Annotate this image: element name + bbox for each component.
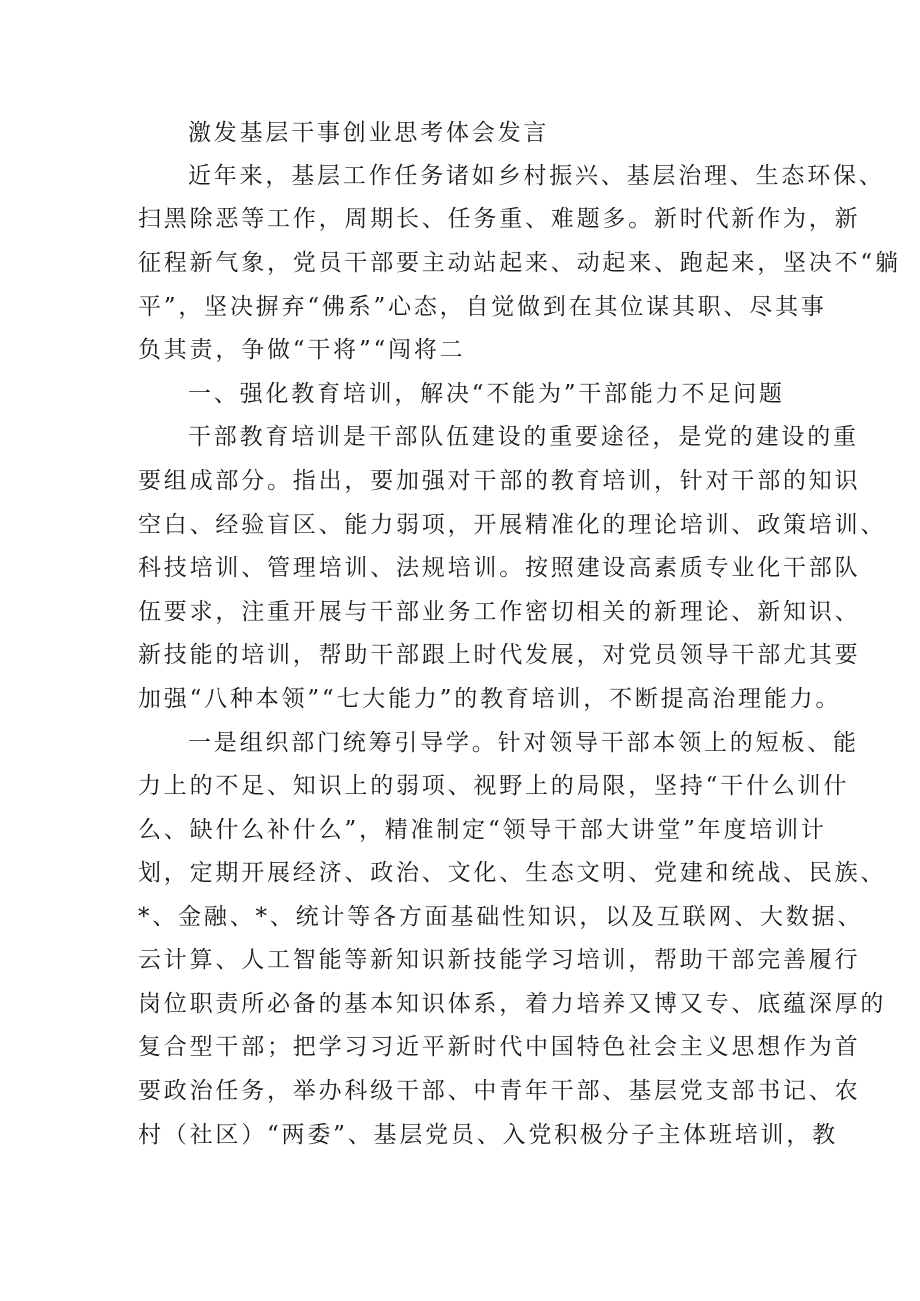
paragraph-line: 要组成部分。指出，要加强对干部的教育培训，针对干部的知识 <box>138 468 861 494</box>
paragraph-line: 负其责，争做“干将”“闯将二 <box>138 337 466 363</box>
paragraph-line: 么、缺什么补什么”，精准制定“领导干部大讲堂”年度培训计 <box>138 817 827 843</box>
paragraph-line: 科技培训、管理培训、法规培训。按照建设高素质专业化干部队 <box>138 555 861 581</box>
paragraph-line: 平”，坚决摒弃“佛系”心态，自觉做到在其位谋其职、尽其事 <box>138 294 827 320</box>
paragraph-line: 要政治任务，举办科级干部、中青年干部、基层党支部书记、农 <box>138 1078 861 1104</box>
paragraph-line: 划，定期开展经济、政治、文化、生态文明、党建和统战、民族、 <box>138 860 887 886</box>
paragraph-line: 新技能的培训，帮助干部跟上时代发展，对党员领导干部尤其要 <box>138 642 861 668</box>
paragraph-line: 岗位职责所必备的基本知识体系，着力培养又博又专、底蕴深厚的 <box>138 991 887 1017</box>
paragraph-line: 一是组织部门统筹引导学。针对领导干部本领上的短板、能 <box>188 730 859 756</box>
paragraph-line: 干部教育培训是干部队伍建设的重要途径，是党的建设的重 <box>188 424 859 450</box>
paragraph-line: 近年来，基层工作任务诸如乡村振兴、基层治理、生态环保、 <box>188 163 885 189</box>
paragraph-line: 村（社区）“两委”、基层党员、入党积极分子主体班培训，教 <box>138 1122 838 1148</box>
paragraph-line: 伍要求，注重开展与干部业务工作密切相关的新理论、新知识、 <box>138 599 861 625</box>
paragraph-line: 征程新气象，党员干部要主动站起来、动起来、跑起来，坚决不“躺 <box>138 250 901 276</box>
paragraph-line: 空白、经验盲区、能力弱项，开展精准化的理论培训、政策培训、 <box>138 512 887 538</box>
document-title: 激发基层干事创业思考体会发言 <box>188 120 550 146</box>
paragraph-line: 复合型干部；把学习习近平新时代中国特色社会主义思想作为首 <box>138 1034 861 1060</box>
paragraph-line: 力上的不足、知识上的弱项、视野上的局限，坚持“干什么训什 <box>138 773 850 799</box>
paragraph-line: 加强“八种本领”“七大能力”的教育培训，不断提高治理能力。 <box>138 686 842 712</box>
paragraph-line: 云计算、人工智能等新知识新技能学习培训，帮助干部完善履行 <box>138 947 861 973</box>
section-heading: 一、强化教育培训，解决“不能为”干部能力不足问题 <box>188 381 785 407</box>
paragraph-line: *、金融、*、统计等各方面基础性知识，以及互联网、大数据、 <box>138 904 864 930</box>
paragraph-line: 扫黑除恶等工作，周期长、任务重、难题多。新时代新作为，新 <box>138 206 861 232</box>
